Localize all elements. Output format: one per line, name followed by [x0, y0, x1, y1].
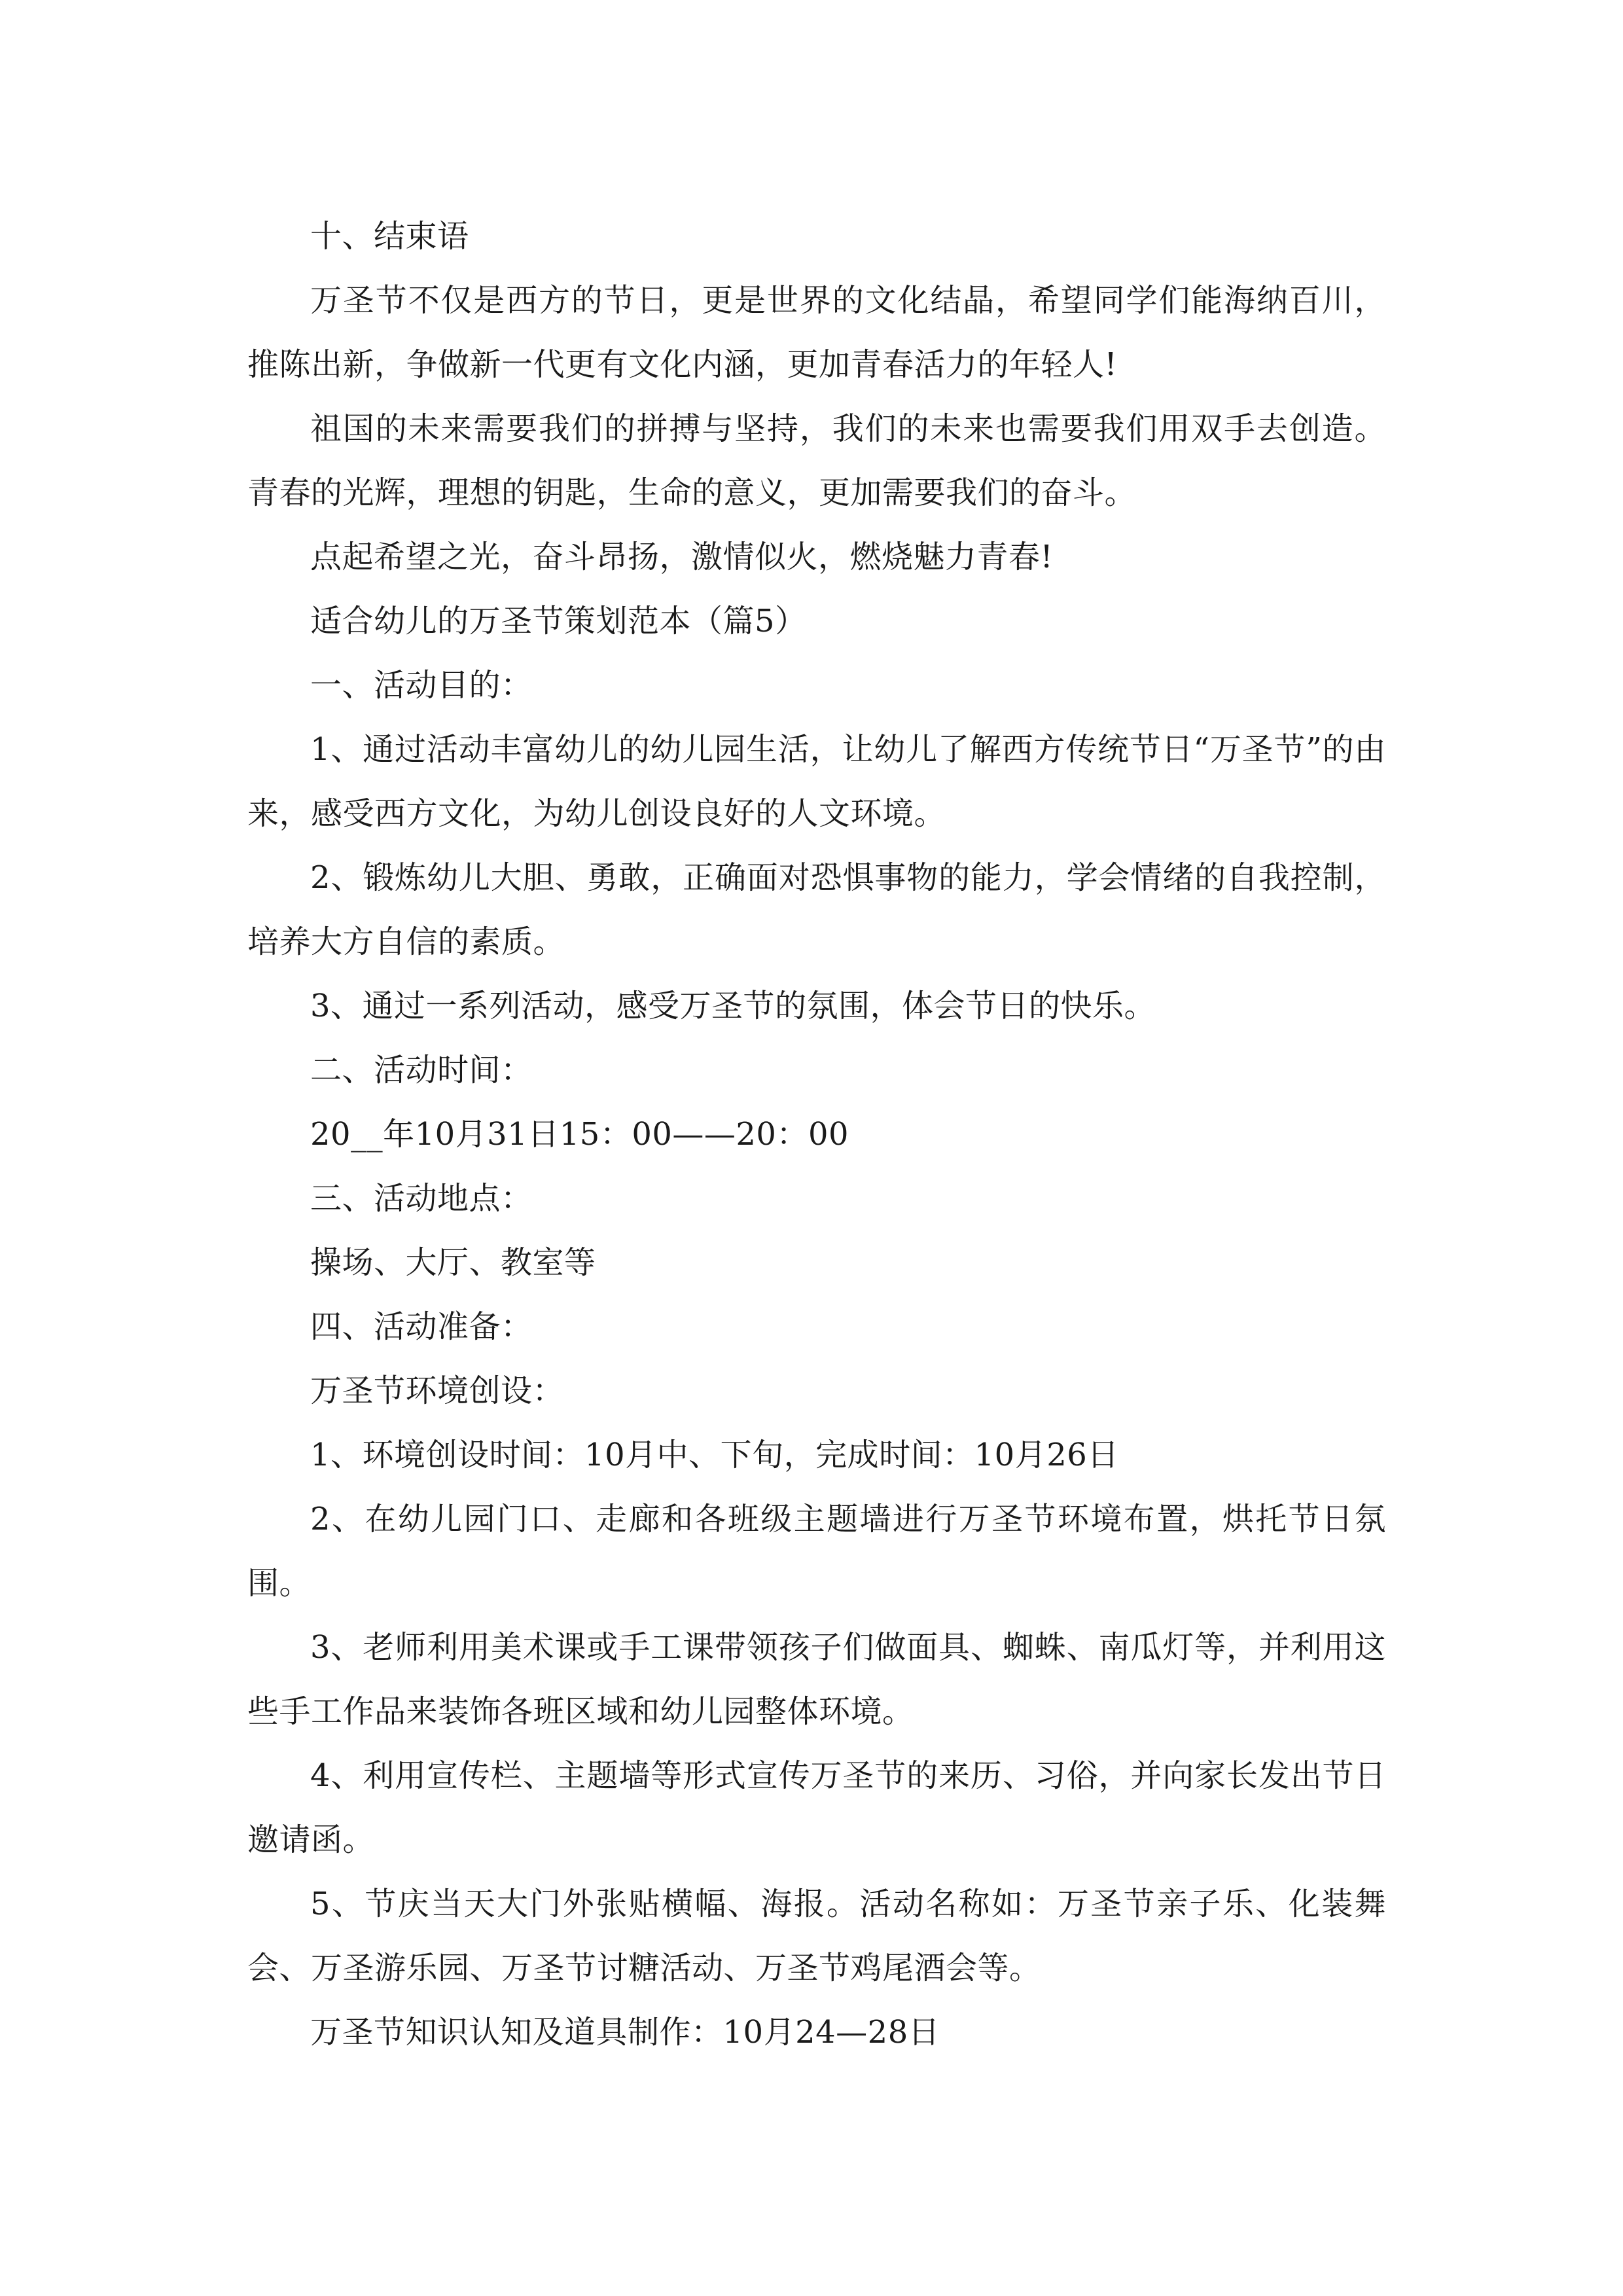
paragraph: 点起希望之光，奋斗昂扬，激情似火，燃烧魅力青春! [310, 539, 1054, 575]
section-heading-purpose: 一、活动目的： [310, 667, 533, 704]
list-item: 4、利用宣传栏、主题墙等形式宣传万圣节的来历、习俗，并向家长发出节日邀请函。 [247, 1757, 1386, 1858]
list-item: 3、通过一系列活动，感受万圣节的氛围，体会节日的快乐。 [310, 988, 1156, 1024]
event-time: 20__年10月31日15：00——20：00 [310, 1116, 849, 1153]
section-heading-location: 三、活动地点： [310, 1180, 533, 1217]
list-item: 2、锻炼幼儿大胆、勇敢，正确面对恐惧事物的能力，学会情绪的自我控制，培养大方自信的素质。 [247, 859, 1386, 960]
paragraph: 祖国的未来需要我们的拼搏与坚持，我们的未来也需要我们用双手去创造。青春的光辉，理想的钥匙，生命的意义，更加需要我们的奋斗。 [247, 410, 1386, 511]
document-title: 适合幼儿的万圣节策划范本（篇5） [310, 603, 807, 639]
paragraph: 万圣节不仅是西方的节日，更是世界的文化结晶，希望同学们能海纳百川，推陈出新，争做新一代更有文化内涵，更加青春活力的年轻人! [247, 282, 1386, 383]
section-heading-time: 二、活动时间： [310, 1052, 533, 1088]
list-item: 1、通过活动丰富幼儿的幼儿园生活，让幼儿了解西方传统节日“万圣节”的由来，感受西方文化，为幼儿创设良好的人文环境。 [247, 731, 1386, 832]
section-heading-closing: 十、结束语 [310, 218, 469, 255]
subheading-environment: 万圣节环境创设： [310, 1372, 565, 1409]
list-item: 1、环境创设时间：10月中、下旬，完成时间：10月26日 [310, 1437, 1119, 1473]
list-item: 3、老师利用美术课或手工课带领孩子们做面具、蜘蛛、南瓜灯等，并利用这些手工作品来装饰各班区域和幼儿园整体环境。 [247, 1629, 1386, 1730]
subheading-knowledge: 万圣节知识认知及道具制作：10月24—28日 [310, 2014, 940, 2051]
document-body [247, 204, 1386, 2064]
section-heading-preparation: 四、活动准备： [310, 1308, 533, 1345]
list-item: 2、在幼儿园门口、走廊和各班级主题墙进行万圣节环境布置，烘托节日氛围。 [247, 1501, 1386, 1602]
event-location: 操场、大厅、教室等 [310, 1244, 596, 1281]
list-item: 5、节庆当天大门外张贴横幅、海报。活动名称如：万圣节亲子乐、化装舞会、万圣游乐园、万圣节讨糖活动、万圣节鸡尾酒会等。 [247, 1886, 1386, 1986]
